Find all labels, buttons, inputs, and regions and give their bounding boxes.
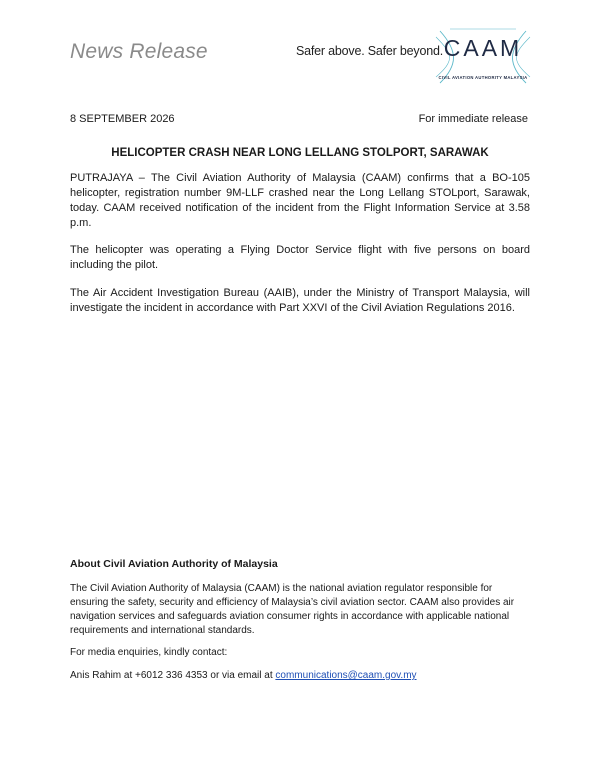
release-date: 8 SEPTEMBER 2026 bbox=[70, 113, 175, 125]
contact-line bbox=[70, 670, 417, 681]
about-paragraph: The Civil Aviation Authority of Malaysia (CAAM) is the national aviation regulator responsible for ensuring the safety, security and efficiency of Malaysia’s civil aviation sector. CAAM also provides air navigation services and safeguards aviation consumer rights in accordance with applicable national requirements and international standards. bbox=[70, 583, 515, 636]
body-paragraph-3: The Air Accident Investigation Bureau (AAIB), under the Ministry of Transport Malaysia, will investigate the incident in accordance with Part XXVI of the Civil Aviation Regulations 2016. bbox=[70, 287, 530, 314]
release-status: For immediate release bbox=[418, 113, 528, 125]
contact-prefix: Anis Rahim at +6012 336 4353 or via email at bbox=[70, 670, 276, 681]
news-release-title: News Release bbox=[70, 40, 208, 63]
logo-subtitle: CIVIL AVIATION AUTHORITY MALAYSIA bbox=[438, 75, 528, 80]
headline: HELICOPTER CRASH NEAR LONG LELLANG STOLPORT, SARAWAK bbox=[111, 147, 489, 159]
about-heading: About Civil Aviation Authority of Malaysia bbox=[70, 558, 278, 570]
contact-email-link[interactable]: communications@caam.gov.my bbox=[275, 670, 417, 681]
tagline: Safer above. Safer beyond. bbox=[296, 44, 443, 58]
body-paragraph-1: PUTRAJAYA – The Civil Aviation Authority of Malaysia (CAAM) confirms that a BO-105 helicopter, registration number 9M-LLF crashed near the Long Lellang STOLport, Sarawak, today. CAAM received notification of the incident from the Flight Information Service at 3.58 p.m. bbox=[70, 172, 530, 229]
logo-letters: CAAM bbox=[443, 35, 523, 61]
body-paragraph-2: The helicopter was operating a Flying Doctor Service flight with five persons on board including the pilot. bbox=[70, 244, 530, 271]
caam-logo bbox=[428, 25, 538, 89]
media-enquiries: For media enquiries, kindly contact: bbox=[70, 647, 228, 658]
